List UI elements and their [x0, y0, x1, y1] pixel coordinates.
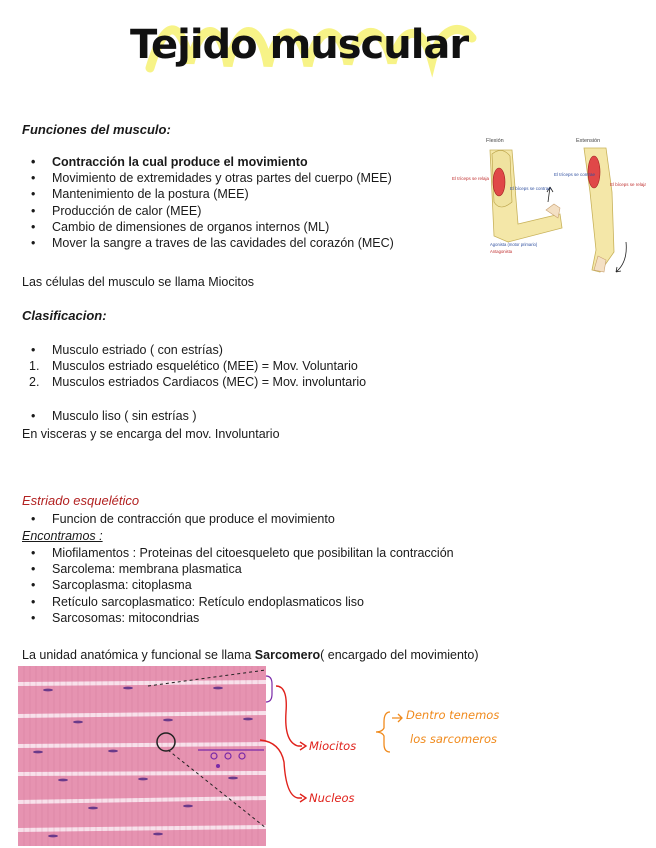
funciones-heading: Funciones del musculo:	[22, 122, 171, 137]
flexion-label: Flexión	[486, 138, 504, 144]
arm-figure	[450, 132, 646, 282]
liso-text: En visceras y se encarga del mov. Involuntario	[22, 427, 280, 441]
list-item: • Musculo liso ( sin estrías )	[22, 408, 196, 424]
title-block	[110, 8, 490, 88]
unidad-text	[22, 647, 479, 663]
list-item: • Sarcoplasma: citoplasma	[22, 577, 454, 593]
annotation-miocitos: Miocitos	[309, 739, 357, 753]
list-item: • Musculo estriado ( con estrías)	[22, 342, 223, 358]
clasificacion-numbered	[22, 358, 366, 390]
list-item: • Contracción la cual produce el movimiento	[22, 154, 394, 170]
unidad-bold: Sarcomero	[254, 648, 321, 662]
list-item: • Mantenimiento de la postura (MEE)	[22, 186, 394, 202]
list-item: • Mover la sangre a traves de las cavidades del corazón (MEC)	[22, 235, 394, 251]
label-triceps-contrae: El tríceps se contrae	[554, 172, 596, 177]
item-text: Musculos estriados Cardiacos (MEC) = Mov. involuntario	[52, 375, 367, 390]
label-biceps-contrae: El bíceps se contrae	[510, 186, 551, 191]
list-item: • Producción de calor (MEE)	[22, 203, 394, 219]
list-item	[22, 374, 366, 390]
list-item	[22, 358, 366, 374]
estriado-heading: Estriado esquelético	[22, 493, 140, 508]
histology-image	[18, 666, 266, 846]
annotation-dentro-1: Dentro tenemos	[406, 708, 500, 722]
list-item: • Movimiento de extremidades y otras partes del cuerpo (MEE)	[22, 170, 394, 186]
encontramos-list	[22, 545, 454, 626]
annotation-dentro-2: los sarcomeros	[410, 732, 498, 746]
list-item: • Miofilamentos : Proteinas del citoesqueleto que posibilitan la contracción	[22, 545, 454, 561]
page-title: Tejido muscular	[130, 22, 469, 68]
encontramos-label: Encontramos :	[22, 529, 103, 543]
funciones-list	[22, 154, 394, 251]
item-number: 2.	[29, 375, 40, 390]
estriado-funcion	[22, 511, 335, 527]
list-item: • Cambio de dimensiones de organos internos (ML)	[22, 219, 394, 235]
list-item: • Sarcosomas: mitocondrias	[22, 610, 454, 626]
clasificacion-bullet-1	[22, 342, 223, 358]
unidad-after: ( encargado del movimiento)	[320, 648, 479, 662]
label-biceps-relaja: El bíceps se relaja	[610, 182, 646, 187]
item-text: Musculos estriado esquelético (MEE) = Mov. Voluntario	[52, 359, 358, 373]
unidad-before: La unidad anatómica y funcional se llama	[22, 648, 255, 662]
extension-label: Extensión	[576, 138, 601, 144]
annotation-nucleos: Nucleos	[309, 791, 355, 805]
clasificacion-heading: Clasificacion:	[22, 308, 107, 323]
clasificacion-bullet-2	[22, 408, 196, 424]
celulas-text: Las células del musculo se llama Miocitos	[22, 275, 255, 289]
label-agonista: Agonista (motor primario)	[490, 242, 538, 247]
label-triceps-relaja: El tríceps se relaja	[452, 176, 490, 181]
list-item: • Retículo sarcoplasmatico: Retículo endoplasmaticos liso	[22, 594, 454, 610]
list-item: • Funcion de contracción que produce el movimiento	[22, 511, 335, 527]
item-number: 1.	[29, 359, 40, 373]
list-item: • Sarcolema: membrana plasmatica	[22, 561, 454, 577]
label-antagonista: Antagonista	[490, 249, 513, 254]
